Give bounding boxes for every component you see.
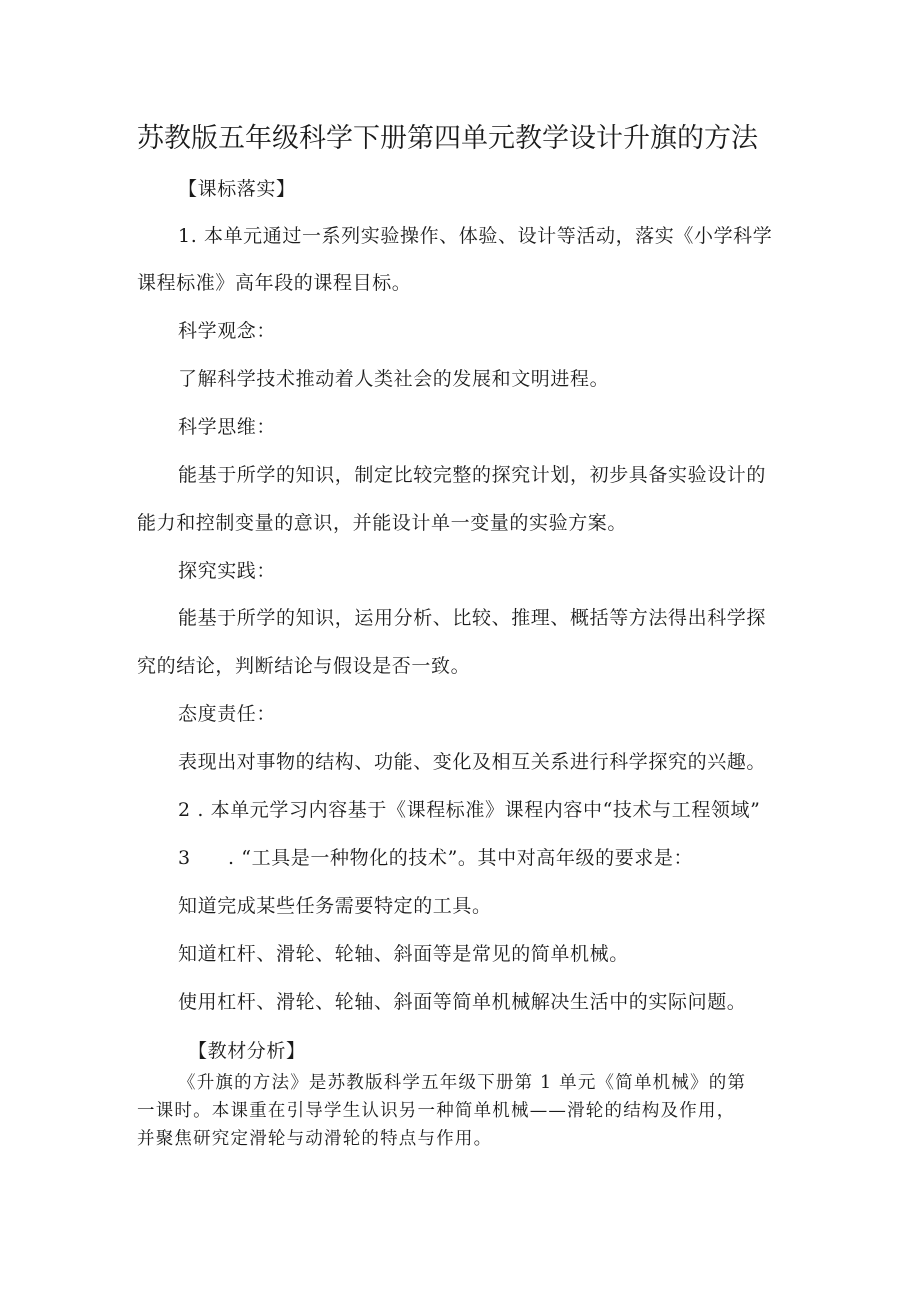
analysis-line3: 并聚焦研究定滑轮与动滑轮的特点与作用。 [137,1129,493,1149]
analysis-line1: 《升旗的方法》是苏教版科学五年级下册第 1 单元《简单机械》的第 [178,1073,747,1093]
analysis-line2: 一课时。本课重在引导学生认识另一种简单机械——滑轮的结构及作用， [137,1101,736,1121]
requirement-2: 知道杠杆、滑轮、轮轴、斜面等是常见的简单机械。 [178,943,629,965]
paragraph-attitude: 表现出对事物的结构、功能、变化及相互关系进行科学探究的兴趣。 [178,751,767,773]
paragraph-practice-line2: 究的结论，判断结论与假设是否一致。 [137,655,471,677]
paragraph-practice-line1: 能基于所学的知识，运用分析、比较、推理、概括等方法得出科学探 [178,607,767,629]
heading-science-thinking: 科学思维： [178,416,277,438]
page-title: 苏教版五年级科学下册第四单元教学设计升旗的方法 [137,123,758,154]
requirement-3: 使用杠杆、滑轮、轮轴、斜面等简单机械解决生活中的实际问题。 [178,991,747,1013]
paragraph-science-concept: 了解科学技术推动着人类社会的发展和文明进程。 [178,368,610,390]
section-heading-curriculum: 【课标落实】 [178,178,296,200]
heading-science-concept: 科学观念： [178,320,277,342]
heading-inquiry-practice: 探究实践： [178,560,277,582]
paragraph-item1-line1: 1. 本单元通过一系列实验操作、体验、设计等活动，落实《小学科学 [178,225,773,247]
paragraph-thinking-line1: 能基于所学的知识，制定比较完整的探究计划，初步具备实验设计的 [178,464,767,486]
paragraph-item1-line2: 课程标准》高年段的课程目标。 [137,272,412,294]
heading-attitude: 态度责任： [178,703,277,725]
paragraph-item3: . “工具是一种物化的技术”。其中对高年级的要求是： [228,847,694,869]
paragraph-item2: 2 . 本单元学习内容基于《课程标准》课程内容中“技术与工程领域” [178,799,761,821]
section-heading-analysis: 【教材分析】 [188,1040,306,1062]
paragraph-thinking-line2: 能力和控制变量的意识，并能设计单一变量的实验方案。 [137,512,628,534]
requirement-1: 知道完成某些任务需要特定的工具。 [178,895,492,917]
item3-number: 3 [178,847,191,869]
